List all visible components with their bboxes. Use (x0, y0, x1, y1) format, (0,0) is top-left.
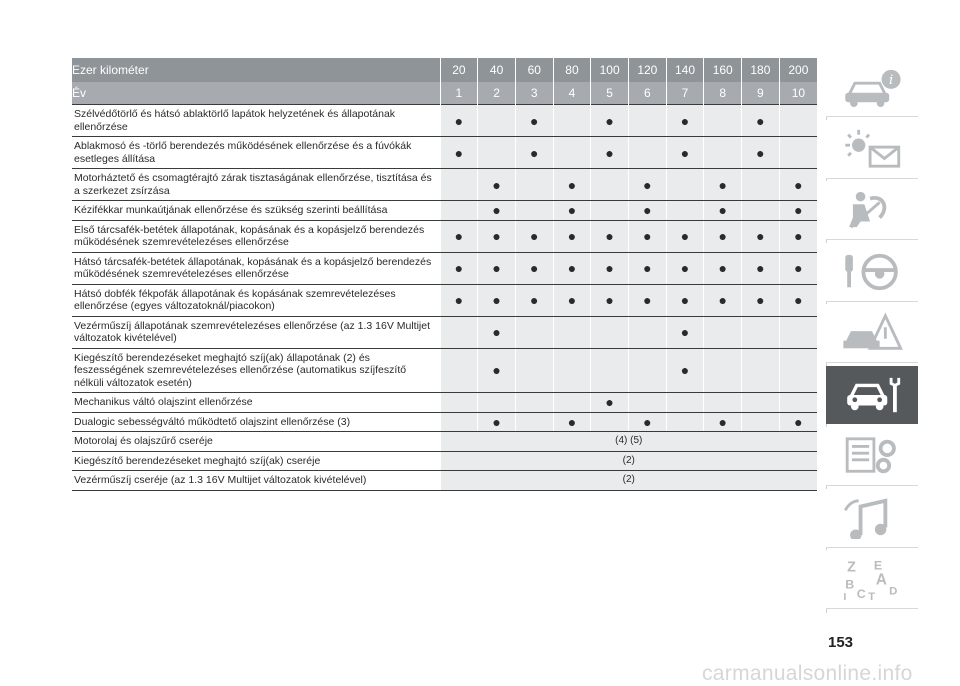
svg-text:T: T (868, 591, 876, 600)
table-row (72, 252, 817, 284)
svg-text:Z: Z (847, 559, 856, 576)
svg-text:B: B (845, 577, 855, 592)
row-description: Vezérműszíj állapotának szemrevételezéses ellenőrzése (az 1.3 16V Multijet változatok kivételével) (72, 316, 440, 348)
service-dot: ● (478, 348, 516, 393)
empty-cell (666, 201, 704, 221)
header-year-2: 2 (478, 82, 516, 105)
service-dot: ● (704, 412, 742, 432)
svg-text:C: C (856, 587, 866, 600)
service-dot: ● (666, 220, 704, 252)
car-maintenance-icon (840, 374, 904, 416)
service-dot: ● (553, 220, 591, 252)
sidebar-tab-dashboard-lights[interactable] (826, 120, 918, 179)
interval-note: (2) (440, 451, 817, 471)
service-dot: ● (553, 284, 591, 316)
table-row (72, 412, 817, 432)
header-km-label: Ezer kilométer (72, 58, 440, 82)
empty-cell (478, 393, 516, 413)
service-dot: ● (666, 284, 704, 316)
index-letters-icon (840, 558, 904, 600)
watermark: carmanualsonline.info (702, 662, 913, 685)
service-dot: ● (666, 316, 704, 348)
service-dot: ● (515, 284, 553, 316)
empty-cell (440, 316, 478, 348)
row-description: Ablakmosó és -törlő berendezés működésének ellenőrzése és a fúvókák esetleges állítása (72, 137, 440, 169)
service-dot: ● (478, 201, 516, 221)
row-description: Kiegészítő berendezéseket meghajtó szíj(ak) állapotának (2) és feszességének szemrevételezéses ellenőrzése (automatikus szíjfeszítő nélküli változatok esetén) (72, 348, 440, 393)
empty-cell (515, 348, 553, 393)
header-km-80: 80 (553, 58, 591, 82)
service-dot: ● (742, 105, 780, 137)
service-dot: ● (478, 412, 516, 432)
service-dot: ● (515, 105, 553, 137)
service-dot: ● (742, 220, 780, 252)
svg-text:D: D (889, 585, 898, 598)
table-row (72, 220, 817, 252)
empty-cell (666, 169, 704, 201)
header-year-7: 7 (666, 82, 704, 105)
row-description: Szélvédőtörlő és hátsó ablaktörlő lapátok helyzetének és állapotának ellenőrzése (72, 105, 440, 137)
empty-cell (628, 137, 666, 169)
empty-cell (704, 393, 742, 413)
service-dot: ● (591, 105, 629, 137)
service-dot: ● (515, 252, 553, 284)
empty-cell (628, 393, 666, 413)
technical-data-icon (840, 435, 904, 477)
empty-cell (742, 412, 780, 432)
service-dot: ● (666, 105, 704, 137)
row-description: Első tárcsafék-betétek állapotának, kopásának és a kopásjelző berendezés működésének szemrevételezéses ellenőrzése (72, 220, 440, 252)
table-row (72, 169, 817, 201)
empty-cell (591, 412, 629, 432)
empty-cell (704, 316, 742, 348)
header-year-8: 8 (704, 82, 742, 105)
empty-cell (553, 137, 591, 169)
empty-cell (515, 412, 553, 432)
service-dot: ● (591, 252, 629, 284)
empty-cell (779, 393, 817, 413)
service-dot: ● (666, 252, 704, 284)
table-row (72, 432, 817, 452)
empty-cell (742, 348, 780, 393)
service-dot: ● (666, 348, 704, 393)
service-dot: ● (742, 252, 780, 284)
empty-cell (515, 393, 553, 413)
sidebar-tab-car-info[interactable] (826, 58, 918, 117)
sidebar-tab-car-maintenance[interactable] (826, 366, 918, 424)
service-dot: ● (742, 137, 780, 169)
service-dot: ● (478, 252, 516, 284)
header-km-40: 40 (478, 58, 516, 82)
empty-cell (478, 137, 516, 169)
row-description: Kézifékkar munkaútjának ellenőrzése és szükség szerinti beállítása (72, 201, 440, 221)
header-km-140: 140 (666, 58, 704, 82)
header-year-label: Év (72, 82, 440, 105)
header-km-60: 60 (515, 58, 553, 82)
service-dot: ● (628, 169, 666, 201)
car-info-icon (840, 66, 904, 108)
service-dot: ● (779, 284, 817, 316)
table-row (72, 348, 817, 393)
row-description: Kiegészítő berendezéseket meghajtó szíj(ak) cseréje (72, 451, 440, 471)
empty-cell (440, 201, 478, 221)
service-dot: ● (440, 252, 478, 284)
row-description: Hátsó tárcsafék-betétek állapotának, kopásának és a kopásjelző berendezés működésének szemrevételezéses ellenőrzése (72, 252, 440, 284)
service-dot: ● (515, 137, 553, 169)
service-dot: ● (553, 412, 591, 432)
header-km-180: 180 (742, 58, 780, 82)
service-dot: ● (591, 284, 629, 316)
service-dot: ● (704, 169, 742, 201)
service-dot: ● (553, 201, 591, 221)
service-dot: ● (628, 284, 666, 316)
chapter-sidebar (826, 58, 918, 613)
service-dot: ● (591, 220, 629, 252)
empty-cell (478, 105, 516, 137)
service-dot: ● (628, 220, 666, 252)
header-year-9: 9 (742, 82, 780, 105)
empty-cell (742, 393, 780, 413)
sidebar-tab-multimedia[interactable] (826, 489, 918, 548)
service-dot: ● (440, 105, 478, 137)
empty-cell (742, 201, 780, 221)
empty-cell (704, 348, 742, 393)
service-dot: ● (628, 412, 666, 432)
empty-cell (515, 169, 553, 201)
maintenance-schedule-table (72, 58, 817, 491)
empty-cell (779, 105, 817, 137)
empty-cell (591, 316, 629, 348)
table-row (72, 451, 817, 471)
service-dot: ● (779, 252, 817, 284)
header-year-1: 1 (440, 82, 478, 105)
row-description: Hátsó dobfék fékpofák állapotának és kopásának szemrevételezéses ellenőrzése (egyes változatoknál/piacokon) (72, 284, 440, 316)
service-dot: ● (440, 220, 478, 252)
sidebar-tab-emergency-warning[interactable] (826, 304, 918, 363)
service-dot: ● (704, 220, 742, 252)
empty-cell (553, 348, 591, 393)
service-dot: ● (478, 220, 516, 252)
service-dot: ● (515, 220, 553, 252)
service-dot: ● (478, 316, 516, 348)
empty-cell (779, 137, 817, 169)
empty-cell (553, 316, 591, 348)
empty-cell (440, 393, 478, 413)
header-km-160: 160 (704, 58, 742, 82)
sidebar-tab-index-letters[interactable] (826, 550, 918, 609)
service-dot: ● (742, 284, 780, 316)
service-dot: ● (704, 284, 742, 316)
header-year-6: 6 (628, 82, 666, 105)
empty-cell (553, 105, 591, 137)
emergency-warning-icon (840, 312, 904, 354)
interval-note: (2) (440, 471, 817, 491)
service-dot: ● (704, 252, 742, 284)
service-dot: ● (478, 284, 516, 316)
sidebar-tab-technical-data[interactable] (826, 427, 918, 486)
service-dot: ● (440, 284, 478, 316)
table-row (72, 137, 817, 169)
row-description: Vezérműszíj cseréje (az 1.3 16V Multijet változatok kivételével) (72, 471, 440, 491)
service-dot: ● (591, 393, 629, 413)
header-km-200: 200 (779, 58, 817, 82)
header-km-20: 20 (440, 58, 478, 82)
empty-cell (628, 348, 666, 393)
service-dot: ● (591, 137, 629, 169)
empty-cell (591, 348, 629, 393)
empty-cell (628, 105, 666, 137)
service-dot: ● (628, 201, 666, 221)
service-dot: ● (628, 252, 666, 284)
header-km-100: 100 (591, 58, 629, 82)
empty-cell (440, 412, 478, 432)
empty-cell (742, 316, 780, 348)
page-number: 153 (828, 634, 854, 651)
empty-cell (553, 393, 591, 413)
sidebar-tab-key-steering-wheel[interactable] (826, 243, 918, 302)
empty-cell (628, 316, 666, 348)
svg-text:E: E (873, 558, 883, 573)
svg-text:I: I (843, 591, 847, 600)
service-dot: ● (553, 252, 591, 284)
service-dot: ● (779, 412, 817, 432)
multimedia-icon (840, 497, 904, 539)
empty-cell (591, 201, 629, 221)
service-dot: ● (478, 169, 516, 201)
service-dot: ● (779, 201, 817, 221)
header-year-3: 3 (515, 82, 553, 105)
service-dot: ● (779, 220, 817, 252)
service-dot: ● (779, 169, 817, 201)
table-row (72, 105, 817, 137)
table-row (72, 201, 817, 221)
table-row (72, 316, 817, 348)
row-description: Dualogic sebességváltó működtető olajszint ellenőrzése (3) (72, 412, 440, 432)
header-year-10: 10 (779, 82, 817, 105)
airbag-safety-icon (840, 189, 904, 231)
row-description: Mechanikus váltó olajszint ellenőrzése (72, 393, 440, 413)
empty-cell (704, 137, 742, 169)
sidebar-tab-airbag-safety[interactable] (826, 181, 918, 240)
header-km-120: 120 (628, 58, 666, 82)
empty-cell (704, 105, 742, 137)
header-km-row (72, 58, 817, 82)
table-row (72, 284, 817, 316)
header-year-4: 4 (553, 82, 591, 105)
table-row (72, 393, 817, 413)
table-row (72, 471, 817, 491)
interval-note: (4) (5) (440, 432, 817, 452)
service-dot: ● (553, 169, 591, 201)
empty-cell (515, 316, 553, 348)
empty-cell (779, 348, 817, 393)
empty-cell (779, 316, 817, 348)
row-description: Motorháztető és csomagtérajtó zárak tisztaságának ellenőrzése, tisztítása és a szerkezet zsírzása (72, 169, 440, 201)
service-dot: ● (440, 137, 478, 169)
empty-cell (440, 169, 478, 201)
empty-cell (666, 393, 704, 413)
schedule-body (72, 105, 817, 491)
service-dot: ● (666, 137, 704, 169)
svg-text:A: A (875, 571, 887, 589)
header-year-row (72, 82, 817, 105)
svg-text:i: i (888, 73, 894, 89)
key-steering-wheel-icon (840, 251, 904, 293)
empty-cell (591, 169, 629, 201)
dashboard-lights-icon (840, 128, 904, 170)
service-dot: ● (704, 201, 742, 221)
empty-cell (742, 169, 780, 201)
empty-cell (666, 412, 704, 432)
empty-cell (515, 201, 553, 221)
header-year-5: 5 (591, 82, 629, 105)
row-description: Motorolaj és olajszűrő cseréje (72, 432, 440, 452)
empty-cell (440, 348, 478, 393)
